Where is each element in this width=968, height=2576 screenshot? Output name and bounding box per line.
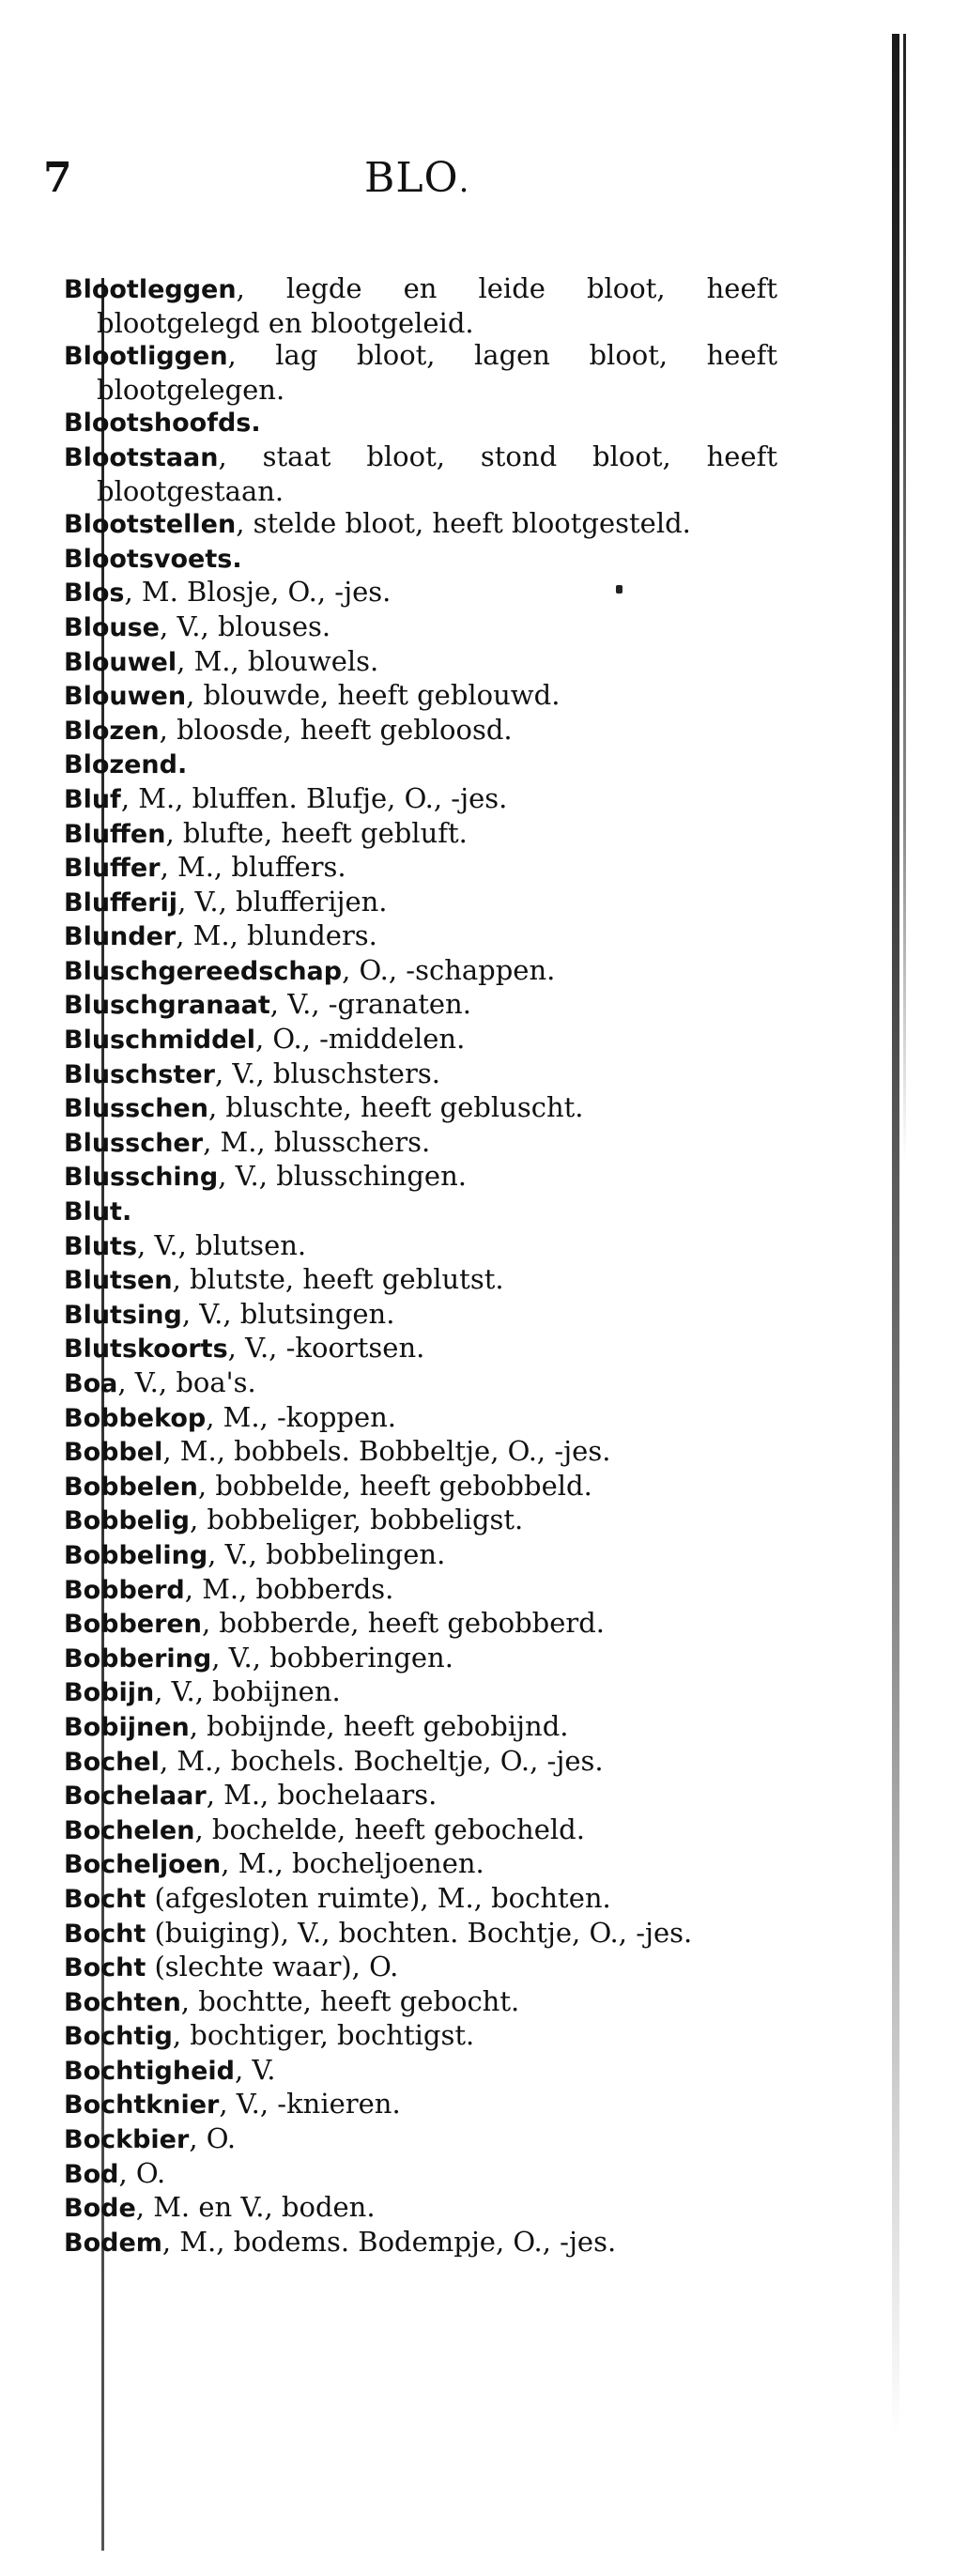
entry-separator: , <box>206 1779 224 1812</box>
entry-headword: Bluffer <box>64 854 161 884</box>
entry-headword: Bocht <box>64 1884 146 1914</box>
running-head-text: BLO <box>364 154 459 202</box>
dictionary-entry <box>64 2191 777 2226</box>
entry-headword: Bobbeling <box>64 1540 208 1570</box>
dictionary-entry <box>64 1642 777 1676</box>
dictionary-entry <box>64 817 777 852</box>
entry-separator: , <box>342 953 360 986</box>
entry-separator: , <box>159 1744 177 1777</box>
entry-headword: Bobberd <box>64 1575 185 1605</box>
dictionary-entry <box>64 1917 777 1951</box>
entry-separator: , <box>214 1057 233 1089</box>
entry-definition: bochelde, heeft gebocheld. <box>211 1812 585 1845</box>
entry-definition: legde en leide bloot, heeft blootgelegd en blootgeleid. <box>97 272 777 339</box>
entry-definition: bochtiger, bochtigst. <box>190 2019 475 2052</box>
dictionary-entry <box>64 576 777 610</box>
dictionary-entry <box>64 2054 777 2089</box>
entry-headword: Bobbel <box>64 1438 163 1468</box>
entry-headword: Bochten <box>64 1987 181 2017</box>
entry-separator: , <box>189 2122 207 2155</box>
entry-separator: , <box>194 1812 212 1845</box>
dictionary-entry <box>64 1263 777 1298</box>
dictionary-entry <box>64 1504 777 1538</box>
entry-headword: Blutsen <box>64 1266 173 1296</box>
dictionary-entries <box>64 272 777 2260</box>
entry-separator: , <box>218 440 263 472</box>
entry-definition: lag bloot, lagen bloot, heeft blootgelegen. <box>97 339 777 406</box>
entry-separator: , <box>189 1709 207 1742</box>
entry-definition: blutste, heeft geblutst. <box>190 1263 504 1296</box>
dictionary-entry <box>64 507 777 542</box>
entry-separator: , <box>160 609 177 642</box>
entry-definition: V., -knieren. <box>236 2088 401 2121</box>
dictionary-entry <box>64 1057 777 1092</box>
entry-headword: Bocht <box>64 1953 146 1983</box>
entry-separator: , <box>236 507 254 540</box>
entry-headword: Bochel <box>64 1747 160 1777</box>
entry-separator: , <box>181 1297 200 1330</box>
entry-separator: , <box>211 1641 229 1674</box>
entry-headword: Bode <box>64 2194 136 2224</box>
entry-definition: bobbelde, heeft gebobbeld. <box>215 1469 592 1502</box>
entry-definition: M., -koppen. <box>223 1400 397 1433</box>
entry-definition: V., boa's. <box>134 1366 256 1398</box>
entry-headword: Bochtigheid <box>64 2056 235 2086</box>
dictionary-entry <box>64 954 777 989</box>
dictionary-entry <box>64 1538 777 1573</box>
dictionary-entry <box>64 919 777 954</box>
entry-definition: blouwde, heeft geblouwd. <box>203 679 561 712</box>
dictionary-entry <box>64 2122 777 2157</box>
dictionary-entry <box>64 440 777 507</box>
entry-definition: M. Blosje, O., -jes. <box>141 576 392 609</box>
entry-separator: , <box>184 1572 203 1605</box>
running-head-dot: . <box>458 162 470 200</box>
dictionary-entry <box>64 339 777 406</box>
entry-separator: , <box>172 2019 191 2052</box>
entry-headword: Blootsvoets. <box>64 544 242 574</box>
dictionary-entry <box>64 1985 777 2020</box>
dictionary-entry <box>64 1366 777 1401</box>
entry-separator: , <box>207 1091 226 1124</box>
dictionary-entry <box>64 1229 777 1264</box>
dictionary-entry <box>64 988 777 1023</box>
dictionary-entry <box>64 2157 777 2192</box>
entry-definition: V., blutsingen. <box>199 1297 395 1330</box>
dictionary-entry <box>64 2088 777 2122</box>
entry-definition: V., bluschsters. <box>232 1057 440 1089</box>
entry-headword: Blut. <box>64 1197 132 1227</box>
entry-separator: , <box>203 1125 221 1158</box>
entry-definition: bobberde, heeft gebobberd. <box>219 1607 606 1640</box>
entry-separator: , <box>172 1263 191 1296</box>
entry-headword: Blootleggen <box>64 275 237 304</box>
dictionary-entry <box>64 1882 777 1917</box>
entry-headword: Blutsing <box>64 1300 182 1330</box>
dictionary-entry <box>64 1195 777 1229</box>
entry-definition: M., bochelaars. <box>223 1779 438 1812</box>
entry-definition: (slechte waar), O. <box>154 1951 399 1983</box>
entry-headword: Blozen <box>64 716 160 746</box>
entry-headword: Bobbering <box>64 1643 212 1674</box>
entry-definition: V., -koortsen. <box>245 1332 425 1365</box>
entry-separator: , <box>180 1984 199 2017</box>
entry-separator: , <box>234 2053 253 2086</box>
entry-separator: , <box>159 713 177 746</box>
entry-headword: Blusschen <box>64 1094 208 1124</box>
entry-separator: , <box>177 885 195 918</box>
dictionary-entry <box>64 1779 777 1813</box>
entry-definition: M., bodems. Bodempje, O., -jes. <box>179 2225 617 2258</box>
entry-definition: M., blusschers. <box>220 1125 431 1158</box>
dictionary-entry <box>64 2226 777 2260</box>
entry-definition: V., bobberingen. <box>228 1641 453 1674</box>
entry-separator: , <box>227 1332 246 1365</box>
entry-definition: bochtte, heeft gebocht. <box>198 1984 520 2017</box>
entry-headword: Bobbelen <box>64 1472 198 1502</box>
entry-headword: Bluffen <box>64 819 166 849</box>
entry-headword: Bochelen <box>64 1815 195 1845</box>
entry-headword: Bobijn <box>64 1678 155 1708</box>
entry-headword: Blozend. <box>64 750 188 780</box>
entry-separator: , <box>197 1469 216 1502</box>
entry-headword: Blootstaan <box>64 442 219 472</box>
entry-headword: Bluf <box>64 784 121 814</box>
entry-separator: , <box>165 816 183 849</box>
entry-definition: blufte, heeft gebluft. <box>182 816 468 849</box>
dictionary-entry <box>64 2019 777 2054</box>
entry-definition: V., bobbelingen. <box>224 1537 446 1570</box>
entry-separator: , <box>137 1228 155 1261</box>
entry-definition: bobbeliger, bobbeligst. <box>207 1504 524 1536</box>
entry-headword: Blouse <box>64 612 160 642</box>
entry-definition: V., bobijnen. <box>171 1675 341 1708</box>
dictionary-entry <box>64 542 777 577</box>
dictionary-entry <box>64 1126 777 1161</box>
entry-headword: Bod <box>64 2159 119 2189</box>
entry-definition: O. <box>206 2122 237 2155</box>
entry-headword: Bobbekop <box>64 1403 207 1433</box>
entry-separator: , <box>120 781 139 814</box>
entry-headword: Blootstellen <box>64 510 237 540</box>
entry-separator: , <box>118 2156 136 2189</box>
entry-separator: , <box>160 851 177 884</box>
entry-definition: V., blusschingen. <box>235 1160 467 1193</box>
dictionary-entry <box>64 1573 777 1608</box>
entry-separator: , <box>176 919 193 952</box>
entry-definition: O., -middelen. <box>272 1023 466 1056</box>
entry-headword: Blootliggen <box>64 342 228 372</box>
dictionary-entry <box>64 1023 777 1057</box>
entry-definition: M., blouwels. <box>193 644 379 677</box>
entry-headword: Bobberen <box>64 1610 202 1640</box>
entry-headword: Blootshoofds. <box>64 409 261 439</box>
dictionary-entry <box>64 782 777 817</box>
entry-separator: , <box>154 1675 172 1708</box>
entry-headword: Bochtig <box>64 2022 173 2052</box>
page-binding-edge <box>892 34 899 2438</box>
dictionary-entry <box>64 610 777 645</box>
page-number: 7 <box>43 154 72 202</box>
entry-definition: V., blutsen. <box>154 1228 307 1261</box>
entry-definition: bluschte, heeft gebluscht. <box>225 1091 584 1124</box>
entry-definition: O. <box>135 2156 166 2189</box>
entry-headword: Bocht <box>64 1919 146 1949</box>
dictionary-entry <box>64 1091 777 1126</box>
entry-headword: Blutskoorts <box>64 1334 228 1365</box>
dictionary-entry <box>64 1710 777 1745</box>
entry-separator: , <box>207 1537 225 1570</box>
entry-headword: Bluschster <box>64 1059 215 1089</box>
entry-separator: , <box>221 1847 238 1880</box>
dictionary-entry <box>64 1745 777 1780</box>
entry-definition: M. en V., boden. <box>153 2191 376 2224</box>
entry-separator: , <box>117 1366 135 1398</box>
entry-definition: (afgesloten ruimte), M., bochten. <box>154 1881 611 1914</box>
entry-definition: bloosde, heeft gebloosd. <box>177 713 513 746</box>
entry-headword: Bochtknier <box>64 2090 220 2121</box>
dictionary-entry <box>64 1675 777 1710</box>
entry-definition: M., blunders. <box>192 919 377 952</box>
entry-separator: , <box>135 2191 154 2224</box>
entry-definition: M., bobberds. <box>202 1572 394 1605</box>
dictionary-entry <box>64 679 777 714</box>
dictionary-entry <box>64 1607 777 1642</box>
dictionary-entry <box>64 406 777 440</box>
entry-separator: , <box>227 339 276 372</box>
entry-definition: V., blufferijen. <box>194 885 388 918</box>
entry-separator: , <box>269 988 288 1021</box>
entry-headword: Bluschgranaat <box>64 991 270 1021</box>
dictionary-entry <box>64 886 777 920</box>
dictionary-entry <box>64 1813 777 1848</box>
entry-headword: Bluschgereedschap <box>64 956 343 986</box>
entry-definition: M., bobbels. Bobbeltje, O., -jes. <box>179 1435 611 1468</box>
entry-separator: , <box>236 272 286 304</box>
dictionary-entry <box>64 1470 777 1504</box>
entry-headword: Blouwen <box>64 682 187 712</box>
dictionary-entry <box>64 714 777 748</box>
dictionary-entry <box>64 645 777 680</box>
entry-definition: staat bloot, stond bloot, heeft blootgestaan. <box>97 440 778 507</box>
entry-definition: V., -granaten. <box>287 988 471 1021</box>
entry-separator: , <box>201 1607 220 1640</box>
entry-separator: , <box>218 1160 236 1193</box>
entry-headword: Blouwel <box>64 647 177 677</box>
entry-headword: Blussching <box>64 1163 219 1193</box>
entry-headword: Bluts <box>64 1231 138 1261</box>
entry-definition: bobijnde, heeft gebobijnd. <box>207 1709 569 1742</box>
dictionary-entry <box>64 851 777 886</box>
entry-definition: V. <box>252 2053 276 2086</box>
entry-separator: , <box>177 644 194 677</box>
entry-definition: M., bochels. Bocheltje, O., -jes. <box>177 1744 604 1777</box>
entry-headword: Boa <box>64 1369 118 1398</box>
entry-separator: , <box>124 576 142 609</box>
entry-headword: Bobijnen <box>64 1712 190 1742</box>
entry-separator: , <box>189 1504 207 1536</box>
dictionary-entry <box>64 748 777 782</box>
entry-separator: , <box>219 2088 237 2121</box>
entry-separator: , <box>162 1435 180 1468</box>
dictionary-entry <box>64 1160 777 1195</box>
entry-headword: Bodem <box>64 2228 162 2258</box>
dictionary-entry <box>64 1951 777 1985</box>
entry-headword: Blufferij <box>64 887 178 918</box>
entry-definition: M., bluffen. Blufje, O., -jes. <box>138 781 508 814</box>
entry-headword: Blunder <box>64 922 177 952</box>
dictionary-entry <box>64 1847 777 1882</box>
entry-definition: M., bocheljoenen. <box>238 1847 484 1880</box>
entry-definition: M., bluffers. <box>177 851 346 884</box>
entry-headword: Bluschmiddel <box>64 1026 255 1056</box>
entry-definition: V., blouses. <box>177 609 331 642</box>
entry-headword: Bockbier <box>64 2125 190 2155</box>
entry-separator: , <box>254 1023 273 1056</box>
running-head <box>364 154 470 202</box>
entry-definition: stelde bloot, heeft blootgesteld. <box>253 507 691 540</box>
entry-separator: , <box>206 1400 223 1433</box>
dictionary-entry <box>64 1298 777 1333</box>
dictionary-entry <box>64 1332 777 1366</box>
entry-headword: Blos <box>64 578 125 609</box>
dictionary-entry <box>64 272 777 339</box>
entry-headword: Bocheljoen <box>64 1850 222 1880</box>
entry-separator: , <box>161 2225 180 2258</box>
entry-definition: (buiging), V., bochten. Bochtje, O., -jes. <box>154 1916 693 1949</box>
entry-headword: Bochelaar <box>64 1782 207 1812</box>
dictionary-entry <box>64 1435 777 1470</box>
dictionary-entry <box>64 1401 777 1436</box>
entry-definition: O., -schappen. <box>359 953 556 986</box>
entry-headword: Bobbelig <box>64 1506 190 1536</box>
page-binding-edge-shadow <box>903 34 906 1161</box>
entry-headword: Blusscher <box>64 1128 204 1158</box>
entry-separator: , <box>186 679 204 712</box>
